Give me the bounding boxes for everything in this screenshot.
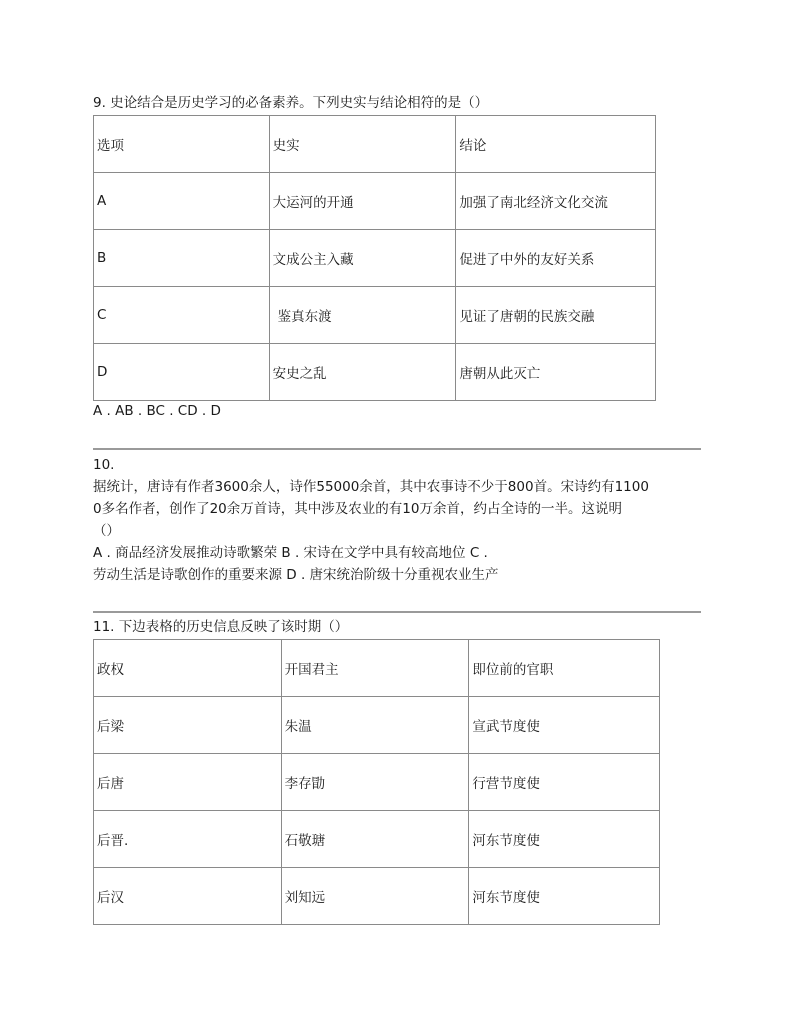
q10-option-line: A . 商品经济发展推动诗歌繁荣 B . 宋诗在文学中具有较高地位 C . — [93, 545, 488, 561]
table-row — [94, 173, 656, 230]
table-row — [94, 344, 656, 401]
q9-table — [93, 115, 656, 401]
office-cell: 行营节度使 — [469, 754, 660, 811]
fact-cell: 安史之乱 — [269, 344, 456, 401]
q10-stem-line: （） — [93, 523, 120, 539]
table-header-row — [94, 116, 656, 173]
q9-answer-options: A . AB . BC . CD . D — [93, 403, 221, 419]
header-cell: 政权 — [94, 640, 282, 697]
q10-stem-line: 0多名作者，创作了20余万首诗，其中涉及农业的有10万余首，约占全诗的一半。这说明 — [93, 501, 622, 517]
office-cell: 宣武节度使 — [469, 697, 660, 754]
regime-cell: 后汉 — [94, 868, 282, 925]
table-row — [94, 868, 660, 925]
fact-cell: 文成公主入藏 — [269, 230, 456, 287]
question-divider — [93, 611, 701, 613]
table-row — [94, 811, 660, 868]
table-row — [94, 287, 656, 344]
q11-table — [93, 639, 660, 925]
founder-cell: 李存勖 — [281, 754, 469, 811]
conclusion-cell: 加强了南北经济文化交流 — [456, 173, 656, 230]
option-cell: C — [94, 287, 270, 344]
founder-cell: 刘知远 — [281, 868, 469, 925]
q10-stem-line: 据统计，唐诗有作者3600余人，诗作55000余首，其中农事诗不少于800首。宋诗约有1100 — [93, 479, 649, 495]
header-cell: 选项 — [94, 116, 270, 173]
conclusion-cell: 见证了唐朝的民族交融 — [456, 287, 656, 344]
q10-number: 10. — [93, 457, 115, 473]
q10-block — [93, 454, 705, 586]
q11-stem: 11. 下边表格的历史信息反映了该时期（） — [93, 619, 349, 635]
header-cell: 结论 — [456, 116, 656, 173]
question-divider — [93, 448, 701, 450]
header-cell: 开国君主 — [281, 640, 469, 697]
header-cell: 即位前的官职 — [469, 640, 660, 697]
office-cell: 河东节度使 — [469, 811, 660, 868]
table-row — [94, 697, 660, 754]
q10-option-line: 劳动生活是诗歌创作的重要来源 D . 唐宋统治阶级十分重视农业生产 — [93, 567, 499, 583]
table-row — [94, 230, 656, 287]
fact-cell: 鉴真东渡 — [269, 287, 456, 344]
option-cell: D — [94, 344, 270, 401]
regime-cell: 后唐 — [94, 754, 282, 811]
conclusion-cell: 促进了中外的友好关系 — [456, 230, 656, 287]
office-cell: 河东节度使 — [469, 868, 660, 925]
regime-cell: 后晋. — [94, 811, 282, 868]
option-cell: B — [94, 230, 270, 287]
conclusion-cell: 唐朝从此灭亡 — [456, 344, 656, 401]
table-header-row — [94, 640, 660, 697]
header-cell: 史实 — [269, 116, 456, 173]
founder-cell: 朱温 — [281, 697, 469, 754]
fact-cell: 大运河的开通 — [269, 173, 456, 230]
option-cell: A — [94, 173, 270, 230]
founder-cell: 石敬瑭 — [281, 811, 469, 868]
table-row — [94, 754, 660, 811]
regime-cell: 后梁 — [94, 697, 282, 754]
q9-stem: 9. 史论结合是历史学习的必备素养。下列史实与结论相符的是（） — [93, 95, 489, 111]
